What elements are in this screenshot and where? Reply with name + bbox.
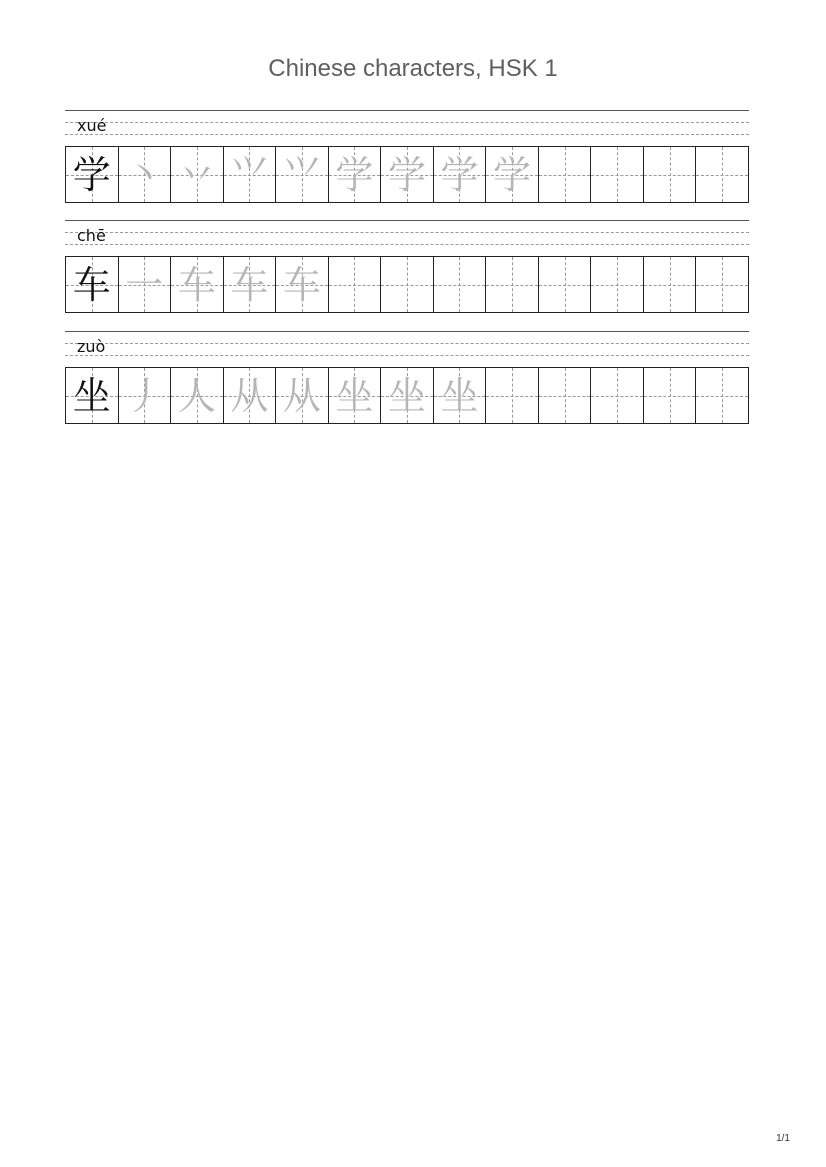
pinyin-guide-line <box>65 232 749 233</box>
practice-cell <box>538 367 592 424</box>
practice-cell <box>380 146 434 203</box>
trace-character <box>434 257 486 312</box>
pinyin-band <box>65 331 749 367</box>
pinyin-band <box>65 110 749 146</box>
trace-character <box>329 257 381 312</box>
practice-cell <box>695 256 749 313</box>
practice-cell <box>485 256 539 313</box>
trace-character: 学 <box>387 152 426 197</box>
trace-character: 坐 <box>440 373 479 418</box>
model-cell <box>65 256 119 313</box>
model-cell <box>65 146 119 203</box>
trace-character <box>591 368 643 423</box>
trace-character: 一 <box>125 262 164 307</box>
trace-character: 从 <box>230 373 269 418</box>
practice-cell <box>433 146 487 203</box>
trace-character: 学 <box>493 152 532 197</box>
trace-character <box>381 257 433 312</box>
row-top-rule <box>65 331 749 332</box>
practice-cell <box>590 256 644 313</box>
character-grid <box>65 146 749 203</box>
row-top-rule <box>65 110 749 111</box>
practice-cell <box>590 146 644 203</box>
pinyin-guide-line <box>65 134 749 135</box>
trace-character: 学 <box>440 152 479 197</box>
practice-cell <box>538 256 592 313</box>
pinyin-label: xué <box>77 116 107 135</box>
practice-cell <box>275 367 329 424</box>
practice-cell <box>433 367 487 424</box>
trace-character <box>696 257 748 312</box>
trace-character: 车 <box>177 262 216 307</box>
practice-cell <box>223 367 277 424</box>
practice-row <box>65 331 749 424</box>
trace-character: 车 <box>282 262 321 307</box>
practice-cell <box>223 256 277 313</box>
practice-cell <box>328 146 382 203</box>
practice-cell <box>643 256 697 313</box>
trace-character <box>486 368 538 423</box>
trace-character <box>644 147 696 202</box>
trace-character: 丿 <box>125 373 164 418</box>
practice-cell <box>275 256 329 313</box>
character-grid <box>65 256 749 313</box>
practice-cell <box>275 146 329 203</box>
practice-cell <box>328 256 382 313</box>
practice-cell <box>118 367 172 424</box>
trace-character: 坐 <box>387 373 426 418</box>
trace-character: 丷 <box>177 152 216 197</box>
practice-cell <box>590 367 644 424</box>
practice-cell <box>380 367 434 424</box>
document-title: Chinese characters, HSK 1 <box>268 55 558 82</box>
pinyin-label: chē <box>77 226 106 245</box>
practice-cell <box>170 146 224 203</box>
trace-character <box>696 368 748 423</box>
practice-cell <box>538 146 592 203</box>
practice-cell <box>695 146 749 203</box>
practice-cell <box>643 146 697 203</box>
pinyin-guide-line <box>65 244 749 245</box>
trace-character: 坐 <box>335 373 374 418</box>
page-number: 1/1 <box>776 1133 790 1144</box>
trace-character <box>591 147 643 202</box>
trace-character: ⺍ <box>230 152 269 197</box>
practice-cell <box>170 256 224 313</box>
practice-cell <box>485 367 539 424</box>
practice-cell <box>118 146 172 203</box>
trace-character: 车 <box>230 262 269 307</box>
model-cell <box>65 367 119 424</box>
pinyin-guide-line <box>65 122 749 123</box>
trace-character <box>644 368 696 423</box>
pinyin-label: zuò <box>77 337 106 356</box>
trace-character: 丶 <box>125 152 164 197</box>
practice-cell <box>328 367 382 424</box>
trace-character <box>539 368 591 423</box>
trace-character: 人 <box>177 373 216 418</box>
pinyin-guide-line <box>65 343 749 344</box>
practice-cell <box>223 146 277 203</box>
practice-row <box>65 110 749 203</box>
practice-cell <box>118 256 172 313</box>
trace-character <box>696 147 748 202</box>
practice-row <box>65 220 749 313</box>
trace-character <box>591 257 643 312</box>
practice-cell <box>485 146 539 203</box>
practice-cell <box>433 256 487 313</box>
trace-character <box>486 257 538 312</box>
trace-character: ⺍ <box>282 152 321 197</box>
trace-character: 学 <box>335 152 374 197</box>
pinyin-band <box>65 220 749 256</box>
practice-cell <box>695 367 749 424</box>
model-character: 车 <box>72 262 111 307</box>
trace-character <box>644 257 696 312</box>
pinyin-guide-line <box>65 355 749 356</box>
practice-cell <box>643 367 697 424</box>
model-character: 学 <box>72 152 111 197</box>
trace-character: 从 <box>282 373 321 418</box>
trace-character <box>539 147 591 202</box>
character-grid <box>65 367 749 424</box>
model-character: 坐 <box>72 373 111 418</box>
trace-character <box>539 257 591 312</box>
practice-cell <box>380 256 434 313</box>
practice-cell <box>170 367 224 424</box>
row-top-rule <box>65 220 749 221</box>
